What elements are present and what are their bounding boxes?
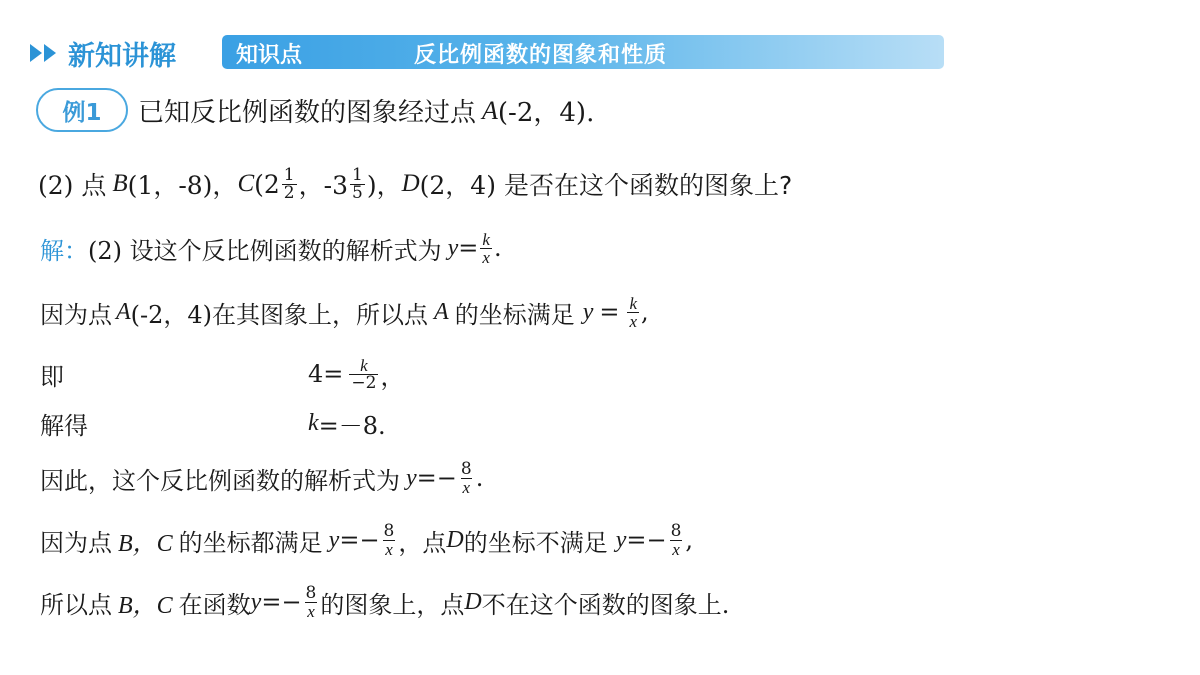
frac-num: 1 (351, 164, 363, 185)
sol-text: 的坐标都满足 (178, 528, 323, 557)
var-bc: B，C (118, 592, 173, 619)
example-stem (138, 92, 594, 129)
q-c-open: (2 (254, 169, 280, 199)
solution-line-7 (40, 576, 729, 628)
comma: , (685, 526, 694, 554)
sol-text: ，点 (398, 528, 447, 557)
frac-den: x (672, 539, 680, 559)
frac-num: 8 (460, 458, 472, 479)
banner-topic: 反比例函数的图象和性质 (414, 42, 668, 68)
stem-text: 已知反比例函数的图象经过点 (138, 98, 477, 128)
q-b-coords: (1，-8)， (127, 171, 238, 200)
sol-label-jiede: 解得 (40, 411, 88, 440)
equals: = (458, 234, 479, 262)
var-a: A (434, 298, 449, 325)
comma: , (641, 298, 649, 326)
fraction-k-over-neg2 (349, 357, 378, 392)
question-line (38, 158, 792, 210)
section-title: 新知讲解 (68, 41, 176, 72)
var-y: y (250, 588, 262, 615)
sol-text: 因此，这个反比例函数的解析式为 (40, 466, 400, 495)
var-y: y (582, 298, 594, 325)
fraction-8-over-x (382, 520, 397, 559)
solution-line-5 (40, 452, 483, 504)
frac-num: 8 (305, 582, 317, 603)
var-bc: B，C (118, 530, 173, 557)
equals: = (599, 298, 620, 326)
period: . (493, 234, 502, 262)
var-d: D (464, 588, 482, 615)
solution-line-4 (40, 406, 386, 440)
q-point-c: C (237, 170, 255, 197)
q-suffix: 是否在这个函数的图象上? (503, 171, 793, 200)
comma: ， (380, 362, 405, 391)
var-y: y (328, 526, 340, 553)
sol-label-ji: 即 (40, 362, 64, 391)
q-c-mid: ，-3 (298, 171, 348, 200)
neg-equals: =− (261, 588, 302, 616)
sol-result: =－8. (318, 411, 386, 440)
sol-text: (2) 设这个反比例函数的解析式为 (88, 236, 442, 265)
banner-label: 知识点 (236, 42, 303, 68)
frac-num: k (482, 229, 490, 249)
solution-line-3 (40, 350, 404, 398)
frac-num: 1 (283, 164, 295, 185)
neg-equals: =− (626, 526, 667, 554)
frac-den: −2 (351, 372, 377, 393)
frac-den: 2 (283, 182, 295, 203)
stem-point: A (482, 95, 498, 125)
frac-num: 8 (670, 520, 682, 541)
var-y: y (615, 526, 627, 553)
fraction-k-over-x (627, 295, 639, 330)
frac-den: x (462, 477, 471, 497)
sol-text: 的坐标不满足 (463, 528, 608, 557)
var-y: y (447, 234, 459, 261)
example-badge: 例1 (36, 88, 128, 132)
fraction-8-over-x (459, 458, 474, 497)
sol-text: 所以点 (40, 590, 112, 619)
frac-num: k (360, 355, 368, 375)
sol-text: 的坐标满足 (454, 300, 575, 329)
q-c-frac1 (282, 164, 297, 203)
sol-text: 不在这个函数的图象上. (481, 590, 730, 619)
sol-text: 的图象上，点 (320, 590, 465, 619)
solution-line-2 (40, 286, 649, 338)
neg-equals: =− (339, 526, 380, 554)
q-point-b: B (112, 170, 128, 197)
frac-den: x (629, 311, 638, 331)
var-k: k (308, 409, 319, 436)
stem-coords: (-2，4). (497, 98, 595, 128)
q-prefix: (2) 点 (38, 171, 107, 200)
solution-line-1 (40, 222, 502, 274)
sol-text: 因为点 (40, 300, 112, 329)
frac-den: x (307, 601, 315, 621)
frac-num: 8 (383, 520, 395, 541)
period: . (475, 464, 484, 492)
play-arrows-icon (30, 40, 64, 66)
q-point-d: D (401, 170, 420, 197)
sol-lhs: 4= (308, 360, 344, 388)
var-y: y (406, 464, 417, 491)
frac-den: x (385, 539, 393, 559)
sol-text: 在函数 (178, 590, 251, 619)
fraction-8-over-x (669, 520, 684, 559)
neg-equals: =− (416, 464, 457, 492)
q-c-frac2 (350, 164, 365, 203)
fraction-8-over-x (304, 582, 319, 621)
frac-den: x (482, 247, 490, 267)
q-d-coords: (2，4) (419, 171, 496, 200)
var-a: A (116, 298, 131, 325)
var-d: D (446, 526, 464, 553)
frac-den: 5 (351, 182, 363, 203)
frac-num: k (629, 293, 638, 313)
sol-text: (-2，4)在其图象上，所以点 (130, 300, 429, 329)
sol-text: 因为点 (40, 528, 112, 557)
solution-label: 解： (40, 236, 88, 265)
q-c-close: )， (366, 171, 402, 200)
fraction-k-over-x (480, 231, 492, 266)
solution-line-6 (40, 514, 693, 566)
